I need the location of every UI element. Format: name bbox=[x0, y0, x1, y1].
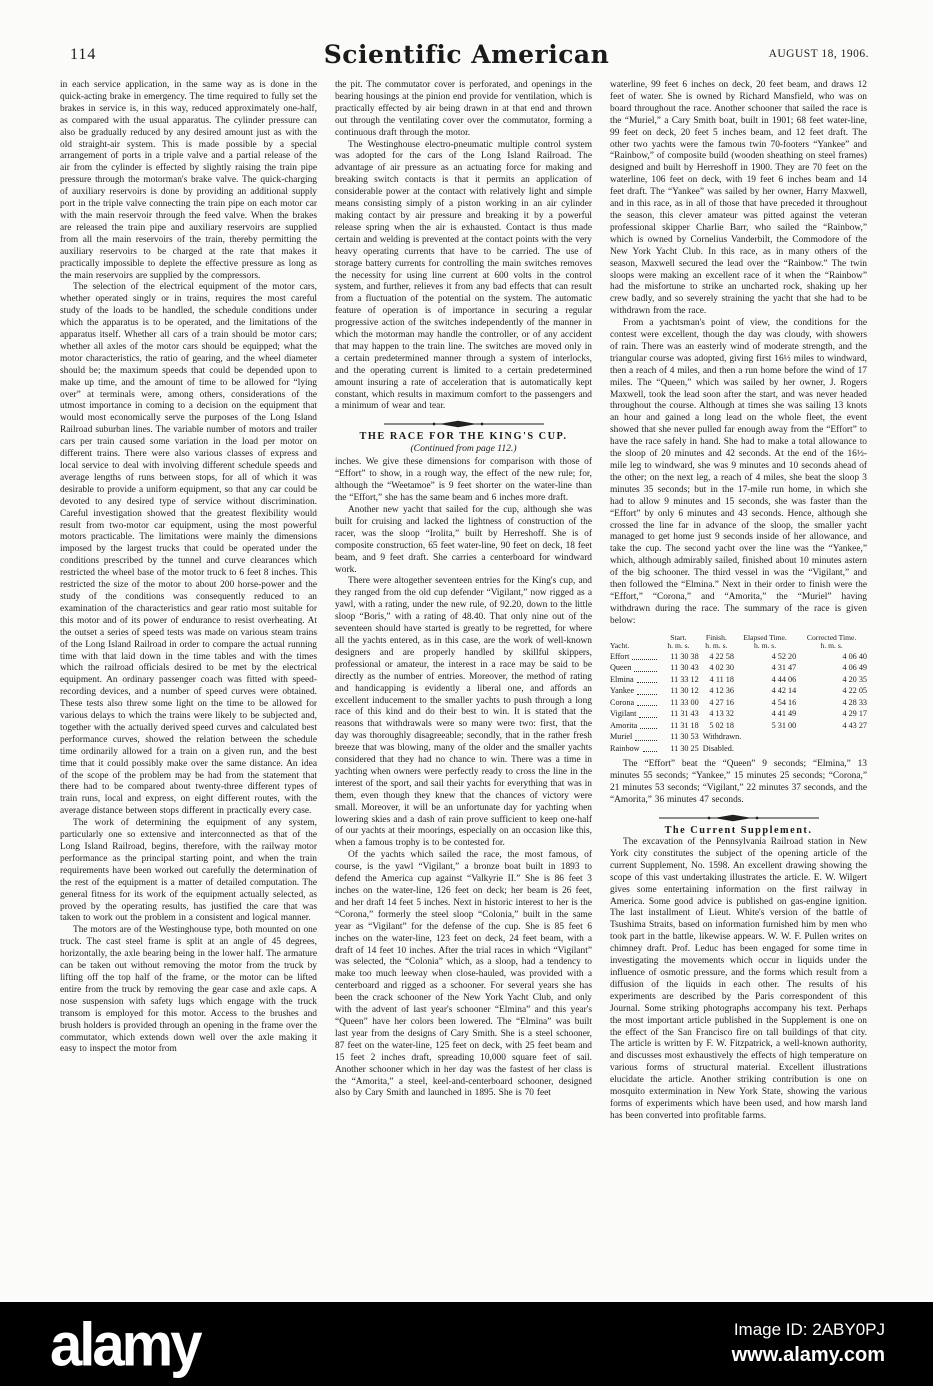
table-row bbox=[610, 720, 867, 732]
corrected-time: 4 20 35 bbox=[842, 674, 867, 684]
elapsed-time: 4 31 47 bbox=[771, 663, 797, 673]
supplement-heading: The Current Supplement. bbox=[664, 825, 813, 836]
corrected-time: 4 43 27 bbox=[842, 720, 867, 730]
image-id-text: Image ID: 2ABY0PJ bbox=[733, 1320, 885, 1339]
dot-leader bbox=[637, 694, 657, 695]
yacht-name: Corona bbox=[610, 697, 635, 707]
yacht-name: Queen bbox=[610, 663, 632, 673]
finish-time: 4 12 36 bbox=[709, 686, 734, 696]
start-time: 11 30 53 bbox=[670, 732, 699, 742]
table-header-units: h. m. s. bbox=[667, 641, 690, 651]
paragraph: The selection of the electrical equipment of the motor cars, whether operated singly or in trains, requires the most careful study of the loads to be handled, the schedule conditions under which the apparatus is to be operated, and the limitations of the apparatus itself. Whether all cars of a train should be motor cars; whether all axles of the motor cars should be equipped; what the motor characteristics, the ratio of gearing, and the wheel diameter should be; the maximum speeds that could be depended upon to make up time, and the amount of time to be allowed for “lying over” at terminals were, among others, considerations of the utmost importance in coming to a decision on the equipment that would most economically serve the purposes of the Long Island Railroad suburban lines. The variable number of motors and trailer cars per train caused some variation in the load per motor on different trains. There were also various classes of express and local service to deal with involving different schedule speeds and average lengths of runs between stops, for all of which it was desirable to provide a uniform equipment, so that any car could be devoted to any desired type of service without discrimination. Careful investigation showed that the greatest flexibility would result from two-motor car equipment, using the most powerful motors practicable. The limitations were mainly the dimensions imposed by the largest trucks that could be operated under the conditions prescribed by the tunnel and curve clearances which restricted the wheel base of the motor truck to 6 feet 8 inches. This restricted the size of the motor to about 200 horse-power and the study of the conditions was consequently reduced to an examination of the characteristics and gear ratio most suitable for this motor and of its power of endurance to resist overheating. At the outset a series of speed tests was made on various steam trains of the Long Island Railroad in order to compare the actual running time with that laid down in the time tables and with the times which the railroad officials desired to be met by the electrical equipment. An ordinary passenger coach was fitted with speed-recording devices, and a number of speed curves were obtained. These tests also threw some light on the time to be allowed for various delays to which the trains were likely to be subjected and, together with the actually derived speed curves and calculated best performance curves, showed the relation between the schedule time ordinarily allowed for a train on a given run, and the best time that it could possibly make over the same distance. An idea of the scope of the problem may be had from the statement that there had to be compared about twenty-three different types of train runs, local and express, on eight different routes, with the average distance between stops different in practically every case. bbox=[60, 282, 317, 817]
table-header-corrected: Corrected Time. bbox=[806, 632, 857, 642]
table-row bbox=[610, 674, 867, 686]
column-3 bbox=[610, 80, 867, 1294]
start-time: 11 30 12 bbox=[670, 686, 699, 696]
start-time: 11 30 38 bbox=[670, 651, 699, 661]
corrected-time: 4 06 49 bbox=[842, 663, 867, 673]
paragraph: The excavation of the Pennsylvania Railroad station in New York city constitutes the subject of the opening article of the current Supplement, No. 1598. An excellent drawing showing the scope of this vast undertaking illustrates the article. E. W. Wilgert gives some entertaining information on the first railway in America. Some good advice is published on gas-engine ignition. The last installment of Lieut. White's version of the battle of Tsushima Straits, based on information furnished him by men who took part in the battle, likewise appears. W. W. F. Pullen writes on chimney draft. Prof. Leduc has been engaged for some time in investigating the movements which occur in liquids under the influence of osmotic pressure, and the forms which result from a diffusion of the liquids in each other. The results of his experiments are described by the Paris correspondent of this Journal. Some striking photographs accompany his text. Perhaps the most important article published in the Supplement is one on the effect of the San Francisco fire on tall buildings of that city. The article is written by F. W. Fitzpatrick, a well-known authority, and discusses most exhaustively the effects of high temperature on various forms of structural material. Excellent illustrations elucidate the article. Another striking contribution is one on mosquito extermination in New York State, showing the various forms of experiments which have been used, and how marsh land has been converted into profitable farms. bbox=[610, 837, 867, 1121]
paragraph: From a yachtsman's point of view, the conditions for the contest were excellent, though the day was cloudy, with showers of rain. There was an easterly wind of moderate strength, and the triangular course was adopted, giving first 16½ miles to windward, then a reach of 4 miles, and then a run home before the wind of 17 miles. The “Queen,” which was sailed by her owner, J. Rogers Maxwell, took the lead soon after the start, and was never headed throughout the course. Although at times she was sailing 13 knots an hour and gained a long lead on the whole fleet, the event showed that she never pulled far enough away from the “Effort” to have the race safely in hand. She had to make a total allowance to the sloop of 20 minutes and 42 seconds. At the end of the 16½-mile leg to windward, she was 9 minutes and 10 seconds ahead of the other; on the next leg, a reach of 4 miles, she beat the sloop 3 minutes 35 seconds; but in the 17-mile run home, in which she had to allow 9 minutes and 15 seconds, she was faster than the “Effort” by only 6 minutes and 43 seconds. Hence, although she crossed the line far in advance of the sloop, the smaller yacht managed to get home just 9 seconds inside of her allowance, and take the cup. The second yacht over the line was the “Yankee,” which, although admirably sailed, finished about 10 minutes astern of the big schooner. The third vessel in was the “Vigilant,” and then followed the “Elmina.” Next in their order to finish were the “Effort,” “Corona,” and “Amorita,” the “Muriel” having withdrawn during the race. The summary of the race is given below: bbox=[610, 318, 867, 626]
start-time: 11 30 43 bbox=[670, 663, 699, 673]
yacht-name: Rainbow bbox=[610, 743, 640, 753]
corrected-time: 4 29 17 bbox=[842, 709, 867, 719]
elapsed-time: 4 44 06 bbox=[771, 674, 797, 684]
start-time: 11 33 12 bbox=[670, 674, 699, 684]
start-time: 11 31 18 bbox=[670, 720, 699, 730]
start-time: 11 30 25 bbox=[670, 743, 699, 753]
paragraph: The Westinghouse electro-pneumatic multiple control system was adopted for the cars of the Long Island Railroad. The advantage of air pressure as an actuating force for making and breaking switch contacts is that it permits an application of considerable power at the contact with relatively light and simple means consisting simply of a piston working in an air cylinder making contact by air pressure and breaking it by a powerful release spring when the air is exhausted. Contact is thus made certain and welding is prevented at the contact points with the very heavy operating currents that have to be carried. The use of storage battery currents for controlling the main switches removes the necessity for using line current at 600 volts in the control system, and further, relieves it from any bad effects that can result from a fluctuation of the potential on the system. The automatic feature of operation is of importance in securing a regular progressive action of the switches independently of the manner in which the motorman may handle the controller, or of any accident that may happen to the train line. The switches are moved only in a certain predetermined manner through a system of interlocks, and the operating current is limited to a certain predetermined amount insuring a rate of acceleration that is automatically kept constant, which results in maximum comfort to the passengers and a minimum of wear and tear. bbox=[335, 139, 592, 412]
section-divider bbox=[610, 814, 867, 822]
continued-from-note: (Continued from page 112.) bbox=[410, 443, 517, 455]
paragraph: Of the yachts which sailed the race, the most famous, of course, is the yawl “Vigilant,” a bronze boat built in 1893 to defend the America cup against “Valkyrie II.” She is 86 feet 3 inches on the water-line, 126 feet on deck; her beam is 26 feet, and her draft 14 feet 5 inches. Next in historic interest to her is the “Corona,” formerly the steel sloop “Colonia,” built in the same year as “Vigilant” for the defense of the cup. She is 85 feet 6 inches on the water-line, 123 feet on deck, 24 feet beam, with a draft of 14 feet 10 inches. After the trial races in which “Vigilant” was selected, the “Colonia” which, as a sloop, had a tendency to make too much leeway when close-hauled, was provided with a centerboard and rigged as a schooner. For several years she has been the crack schooner of the New York Yacht Club, and only with the advent of last year's schooner “Elmina” and this year's “Queen” have her colors been lowered. The “Elmina” was built last year from the designs of Cary Smith. She is a steel schooner, 87 feet on the water-line, 125 feet on deck, with 25 feet beam and 15 feet 2 inches draft, spreading 10,000 square feet of sail. Another schooner which in her day was the fastest of her class is the “Amorita,” a steel, keel-and-centerboard schooner, designed also by Cary Smith and launched in 1895. She is 70 feet bbox=[335, 850, 592, 1099]
dot-leader bbox=[643, 751, 658, 752]
elapsed-time: 4 41 49 bbox=[771, 709, 797, 719]
table-header-units: h. m. s. bbox=[705, 641, 728, 651]
yacht-name: Elmina bbox=[610, 674, 634, 684]
column-1 bbox=[60, 80, 317, 1294]
masthead-title: Scientific American bbox=[323, 40, 610, 69]
table-header-units: h. m. s. bbox=[754, 641, 777, 651]
paragraph: The work of determining the equipment of any system, particularly one so extensive and interconnected as that of the Long Island Railroad, begins, therefore, with the railway motor performance as the principal starting point, and when the train requirements have been worked out carefully the determination of the rest of the equipment is a matter of detailed computation. The general fitness for its work of the equipment actually selected, as proved by the operating results, has justified the care that was taken to work out the problem in a consistent and logical manner. bbox=[60, 818, 317, 924]
start-time: 11 31 43 bbox=[670, 709, 699, 719]
start-time: 11 33 00 bbox=[670, 697, 699, 707]
section-divider bbox=[335, 420, 592, 428]
finish-time: 5 02 18 bbox=[709, 720, 734, 730]
dot-leader bbox=[634, 671, 657, 672]
dot-leader bbox=[640, 728, 657, 729]
page-content bbox=[60, 80, 867, 1294]
paragraph: waterline, 99 feet 6 inches on deck, 20 feet beam, and draws 12 feet of water. She is owned by Richard Mansfield, who was on board throughout the race. Another schooner that sailed the race is the “Muriel,” a Cary Smith boat, built in 1901; 68 feet water-line, 99 feet on deck, 20 feet 5 inches beam, and 12 feet draft. The other two yachts were the famous twin 70-footers “Yankee” and “Rainbow,” of composite build (wooden sheathing on steel frames) designed and built by Herreshoff in 1900. They are 70 feet on the waterline, 106 feet on deck, with 19 feet 6 inches beam and 14 feet draft. The “Yankee” was sailed by her owner, Harry Maxwell, and in this race, as in all of those that have preceded it throughout the season, this clever amateur was pitted against the veteran professional skipper Charlie Barr, who sailed the “Rainbow,” which is owned by Cornelius Vanderbilt, the Commodore of the New York Yacht Club. In this race, as in many others of the season, Maxwell secured the lead over the “Rainbow.” The twin sloops were making an excellent race of it when the “Rainbow” had the misfortune to strike an uncharted rock, shaking up her crew badly, and so severely straining the yacht that she had to be withdrawn from the race. bbox=[610, 80, 867, 317]
elapsed-time: 5 31 00 bbox=[771, 720, 797, 730]
watermark-bar bbox=[0, 1302, 933, 1386]
divider-ornament-icon bbox=[659, 814, 819, 822]
yacht-name: Amorita bbox=[610, 720, 638, 730]
race-status: Disabled. bbox=[702, 743, 734, 753]
table-header-units: h. m. s. bbox=[820, 641, 843, 651]
table-header-yacht: Yacht. bbox=[610, 641, 630, 651]
dot-leader bbox=[639, 717, 657, 718]
finish-time: 4 22 58 bbox=[709, 651, 734, 661]
race-summary-table bbox=[610, 634, 867, 755]
corrected-time: 4 22 05 bbox=[842, 686, 867, 696]
finish-time: 4 11 18 bbox=[709, 674, 734, 684]
paragraph: in each service application, in the same way as is done in the quick-acting brake in emergency. The time required to fully set the brakes in service is, in this way, reduced approximately one-half, as compared with the usual apparatus. The cylinder pressure can also be gradually reduced by any desired amount just as with the old straight-air system. This is made possible by a special arrangement of ports in a triple valve and a partial release of the air from the cylinder is effected by slightly raising the train pipe pressure through the motorman's brake valve. The quick-charging of auxiliary reservoirs is done by providing an additional supply port in the triple valve connecting the train pipe on each motor car with the main reservoir through the feed valve. When the brakes are released the train pipe and auxiliary reservoirs are supplied from all the main reservoirs of the train, thereby permitting the auxiliary reservoirs to be charged at the rate that makes it practically impossible to deplete the effective pressure as long as the main reservoirs are supplied by the compressors. bbox=[60, 80, 317, 281]
table-row bbox=[610, 731, 867, 743]
page-header bbox=[0, 40, 933, 74]
paragraph: the pit. The commutator cover is perforated, and openings in the bearing housings at the pinion end provide for ventilation, which is practically effected by air being drawn in at that end and thrown out through the ventilating cover over the commutator, forming a continuous draft through the motor. bbox=[335, 80, 592, 138]
table-header-elapsed: Elapsed Time. bbox=[743, 632, 787, 642]
table-header-finish: Finish. bbox=[705, 632, 727, 642]
race-status: Withdrawn. bbox=[702, 732, 742, 742]
alamy-logo: alamy bbox=[50, 1311, 200, 1380]
corrected-time: 4 28 33 bbox=[842, 697, 867, 707]
table-row bbox=[610, 697, 867, 709]
race-table-body bbox=[610, 651, 867, 755]
table-header-start: Start. bbox=[670, 632, 687, 642]
finish-time: 4 27 16 bbox=[709, 697, 734, 707]
race-table-header bbox=[610, 634, 867, 651]
table-row bbox=[610, 662, 867, 674]
elapsed-time: 4 42 14 bbox=[771, 686, 797, 696]
divider-ornament-icon bbox=[384, 420, 544, 428]
paragraph: The motors are of the Westinghouse type, both mounted on one truck. The cast steel frame is split at an angle of 45 degrees, horizontally, the axle bearing being in the lower half. The armature can be taken out without removing the motor from the truck by lifting off the top half of the frame, or the motor can be lifted entire from the truck by removing the gear case and axle caps. A nose suspension with safety lugs which engage with the truck transom is employed for this motor. Access to the brushes and brush holders is provided through an opening in the frame over the commutator, which extends down well over the axle making it easy to inspect the motor from bbox=[60, 925, 317, 1055]
corrected-time: 4 06 40 bbox=[842, 651, 867, 661]
dot-leader bbox=[632, 659, 657, 660]
yacht-name: Yankee bbox=[610, 686, 635, 696]
yacht-name: Effort bbox=[610, 651, 630, 661]
table-row bbox=[610, 743, 867, 755]
table-row bbox=[610, 651, 867, 663]
finish-time: 4 13 32 bbox=[709, 709, 734, 719]
elapsed-time: 4 54 16 bbox=[771, 697, 797, 707]
column-2 bbox=[335, 80, 592, 1294]
paragraph: Another new yacht that sailed for the cup, although she was built for cruising and lacked the lightness of construction of the racer, was the sloop “Irolita,” built by Herreshoff. She is of composite construction, 65 feet water-line, 90 feet on deck, 18 feet beam, and 9 feet draft. She carries a centerboard for windward work. bbox=[335, 505, 592, 575]
yacht-name: Muriel bbox=[610, 732, 633, 742]
dot-leader bbox=[635, 740, 657, 741]
alamy-url-text: www.alamy.com bbox=[731, 1344, 885, 1366]
dot-leader bbox=[637, 682, 657, 683]
page-number: 114 bbox=[70, 46, 97, 63]
watermark-info bbox=[732, 1318, 885, 1368]
paragraph: There were altogether seventeen entries for the King's cup, and they ranged from the old cup defender “Vigilant,” now rigged as a yawl, with a rating, under the new rule, of 92.20, down to the little sloop “Boris,” with a rating of 48.40. That only nine out of the seventeen should have started is greatly to be regretted, for where all the yachts entered, as in this case, are the work of well-known designers and are properly handled by skillful skippers, professional or amateur, the interest in a race may be said to be directly as the number of entries. Moreover, the method of rating and handicapping is evidently a liberal one, and affords an excellent inducement to the smaller yachts to push through a long race of this kind and do their best to win. It is stated that the reasons that withdrawals were so many were two: first, that the day was thoroughly disagreeable; secondly, that in the rather fresh breeze that was blowing, many of the older and the smaller yachts considered that they had no chance to win. There was a time in yachting when owners were perfectly ready to cross the line in the interest of the sport, and sail their yachts for everything that was in them, even though they knew that the chances of victory were small. Moreover, it will be an unfortunate day for yachting when lowering skies and a dash of rain prove sufficient to keep one-half of our yachts at their moorings, especially on an occasion like this, when a famous trophy is to be contested for. bbox=[335, 576, 592, 849]
issue-date: AUGUST 18, 1906. bbox=[768, 48, 869, 60]
paragraph: inches. We give these dimensions for comparison with those of “Effort” to show, in a rough way, the effect of the new rule; for, although the “Weetamoe” is 9 feet shorter on the water-line than the “Effort,” she has the same beam and 6 inches more draft. bbox=[335, 457, 592, 504]
elapsed-time: 4 52 20 bbox=[771, 651, 797, 661]
dot-leader bbox=[637, 705, 657, 706]
paragraph: The “Effort” beat the “Queen” 9 seconds; “Elmina,” 13 minutes 55 seconds; “Yankee,” 15 minutes 25 seconds; “Corona,” 21 minutes 53 seconds; “Vigilant,” 22 minutes 37 seconds, and the “Amorita,” 36 minutes 47 seconds. bbox=[610, 759, 867, 806]
table-row bbox=[610, 708, 867, 720]
yacht-name: Vigilant bbox=[610, 709, 637, 719]
article-section-heading: THE RACE FOR THE KING'S CUP. bbox=[359, 431, 568, 443]
finish-time: 4 02 30 bbox=[709, 663, 734, 673]
table-row bbox=[610, 685, 867, 697]
